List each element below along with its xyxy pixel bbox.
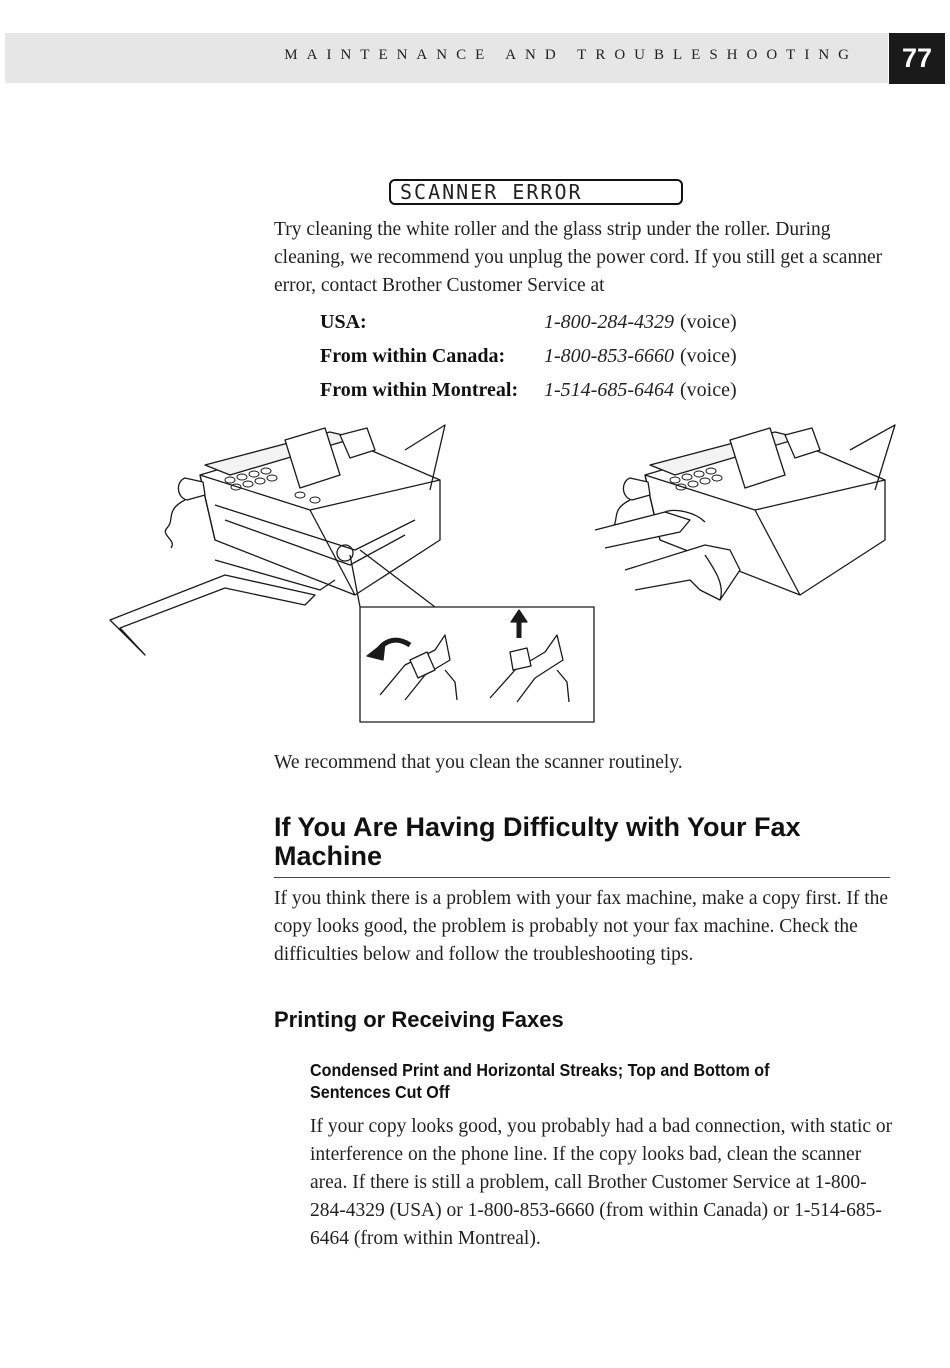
section-heading: If You Are Having Difficulty with Your Fax Machine — [274, 813, 890, 878]
header-band — [5, 33, 888, 83]
fax-machine-cleaning-drawing — [595, 425, 895, 600]
contact-suffix: (voice) — [679, 378, 737, 401]
fax-cleaning-illustration — [105, 420, 900, 725]
contact-list — [320, 305, 920, 407]
contact-label: USA: — [320, 310, 367, 333]
section-intro: If you think there is a problem with your fax machine, make a copy first. If the copy looks good, the problem is probably not your fax machine. Check the difficulties below and follow the troubleshooting tips. — [274, 888, 889, 965]
contact-number: 1-800-853-6660 — [544, 344, 674, 367]
contact-label: From within Canada: — [320, 344, 506, 367]
contact-number: 1-800-284-4329 — [544, 310, 674, 333]
contact-row — [320, 373, 920, 407]
contact-suffix: (voice) — [679, 344, 737, 367]
intro-paragraph: Try cleaning the white roller and the glass strip under the roller. During cleaning, we recommend you unplug the power cord. If you still get a scanner error, contact Brother Customer Service at — [274, 219, 883, 296]
problem-text: If your copy looks good, you probably had a bad connection, with static or interference on the phone line. If the copy looks bad, clean the scanner area. If there is still a problem, call Brother Customer Service at 1-800-284-4329 (USA) or 1-800-853-6660 (from within Canada) or 1-514-685-6464 (from within Montreal). — [310, 1116, 893, 1249]
subheading: Printing or Receiving Faxes — [274, 1007, 564, 1032]
page-number: 77 — [889, 33, 945, 84]
lcd-display-message: SCANNER ERROR — [389, 179, 683, 205]
section-title: MAINTENANCE AND TROUBLESHOOTING — [284, 47, 858, 63]
contact-suffix: (voice) — [679, 310, 737, 333]
problem-title: Condensed Print and Horizontal Streaks; Top and Bottom of Sentences Cut Off — [310, 1060, 770, 1102]
contact-row — [320, 305, 920, 339]
contact-row — [320, 339, 920, 373]
contact-number: 1-514-685-6464 — [544, 378, 674, 401]
roller-release-inset — [360, 607, 594, 722]
contact-label: From within Montreal: — [320, 378, 519, 401]
routine-cleaning-note: We recommend that you clean the scanner routinely. — [274, 752, 683, 773]
